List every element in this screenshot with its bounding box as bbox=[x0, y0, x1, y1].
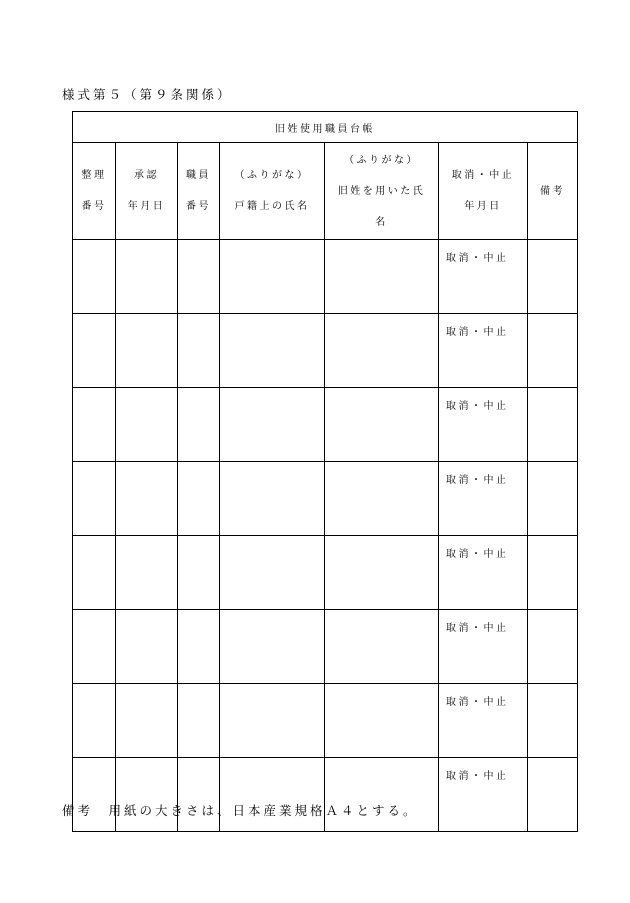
table-row bbox=[73, 684, 578, 758]
cell-biko bbox=[528, 610, 578, 684]
cell-torikeshi-status: 取消・中止 bbox=[439, 610, 528, 684]
cell-shonin-date bbox=[116, 462, 178, 536]
cell-torikeshi-status: 取消・中止 bbox=[439, 536, 528, 610]
cell-torikeshi-status: 取消・中止 bbox=[439, 684, 528, 758]
cell-shokuin-bango bbox=[178, 240, 220, 314]
cell-koseki-name bbox=[220, 610, 325, 684]
cell-seiri-bango bbox=[73, 684, 116, 758]
table-title: 旧姓使用職員台帳 bbox=[73, 112, 578, 143]
header-biko: 備考 bbox=[528, 143, 578, 240]
cell-torikeshi-status: 取消・中止 bbox=[439, 314, 528, 388]
cell-shokuin-bango bbox=[178, 388, 220, 462]
header-koseki-name: （ふりがな） 戸籍上の氏名 bbox=[220, 143, 325, 240]
cell-biko bbox=[528, 758, 578, 832]
table-row bbox=[73, 610, 578, 684]
cell-biko bbox=[528, 314, 578, 388]
header-shonin-date: 承認 年月日 bbox=[116, 143, 178, 240]
cell-torikeshi-status: 取消・中止 bbox=[439, 388, 528, 462]
cell-seiri-bango bbox=[73, 388, 116, 462]
table-row bbox=[73, 388, 578, 462]
cell-koseki-name bbox=[220, 536, 325, 610]
cell-seiri-bango bbox=[73, 610, 116, 684]
cell-shonin-date bbox=[116, 388, 178, 462]
cell-kyusei-name bbox=[325, 240, 439, 314]
cell-seiri-bango bbox=[73, 758, 116, 832]
cell-shonin-date bbox=[116, 758, 178, 832]
form-title: 様式第５（第９条関係） bbox=[62, 87, 233, 102]
cell-shonin-date bbox=[116, 610, 178, 684]
cell-seiri-bango bbox=[73, 462, 116, 536]
ledger-table bbox=[72, 111, 578, 832]
cell-biko bbox=[528, 388, 578, 462]
cell-shonin-date bbox=[116, 684, 178, 758]
cell-koseki-name bbox=[220, 388, 325, 462]
cell-koseki-name bbox=[220, 684, 325, 758]
table-row bbox=[73, 240, 578, 314]
cell-kyusei-name bbox=[325, 462, 439, 536]
cell-kyusei-name bbox=[325, 610, 439, 684]
cell-shonin-date bbox=[116, 240, 178, 314]
cell-biko bbox=[528, 684, 578, 758]
cell-seiri-bango bbox=[73, 240, 116, 314]
cell-shonin-date bbox=[116, 314, 178, 388]
cell-kyusei-name bbox=[325, 758, 439, 832]
cell-koseki-name bbox=[220, 240, 325, 314]
cell-shonin-date bbox=[116, 536, 178, 610]
cell-seiri-bango bbox=[73, 536, 116, 610]
cell-kyusei-name bbox=[325, 388, 439, 462]
cell-seiri-bango bbox=[73, 314, 116, 388]
cell-kyusei-name bbox=[325, 684, 439, 758]
cell-kyusei-name bbox=[325, 536, 439, 610]
footnote: 備考 用紙の大きさは、日本産業規格Ａ４とする。 bbox=[62, 803, 419, 818]
cell-torikeshi-status: 取消・中止 bbox=[439, 758, 528, 832]
cell-koseki-name bbox=[220, 314, 325, 388]
header-kyusei-name: （ふりがな） 旧姓を用いた氏 名 bbox=[325, 143, 439, 240]
cell-koseki-name bbox=[220, 758, 325, 832]
header-shokuin-bango: 職員 番号 bbox=[178, 143, 220, 240]
cell-biko bbox=[528, 462, 578, 536]
table-row bbox=[73, 314, 578, 388]
table-row bbox=[73, 536, 578, 610]
table-row bbox=[73, 758, 578, 832]
cell-torikeshi-status: 取消・中止 bbox=[439, 240, 528, 314]
cell-koseki-name bbox=[220, 462, 325, 536]
cell-shokuin-bango bbox=[178, 314, 220, 388]
cell-biko bbox=[528, 536, 578, 610]
cell-shokuin-bango bbox=[178, 462, 220, 536]
header-torikeshi-date: 取消・中止 年月日 bbox=[439, 143, 528, 240]
cell-kyusei-name bbox=[325, 314, 439, 388]
cell-biko bbox=[528, 240, 578, 314]
header-seiri-bango: 整理 番号 bbox=[73, 143, 116, 240]
cell-shokuin-bango bbox=[178, 758, 220, 832]
cell-torikeshi-status: 取消・中止 bbox=[439, 462, 528, 536]
cell-shokuin-bango bbox=[178, 610, 220, 684]
table-row bbox=[73, 462, 578, 536]
cell-shokuin-bango bbox=[178, 536, 220, 610]
cell-shokuin-bango bbox=[178, 684, 220, 758]
